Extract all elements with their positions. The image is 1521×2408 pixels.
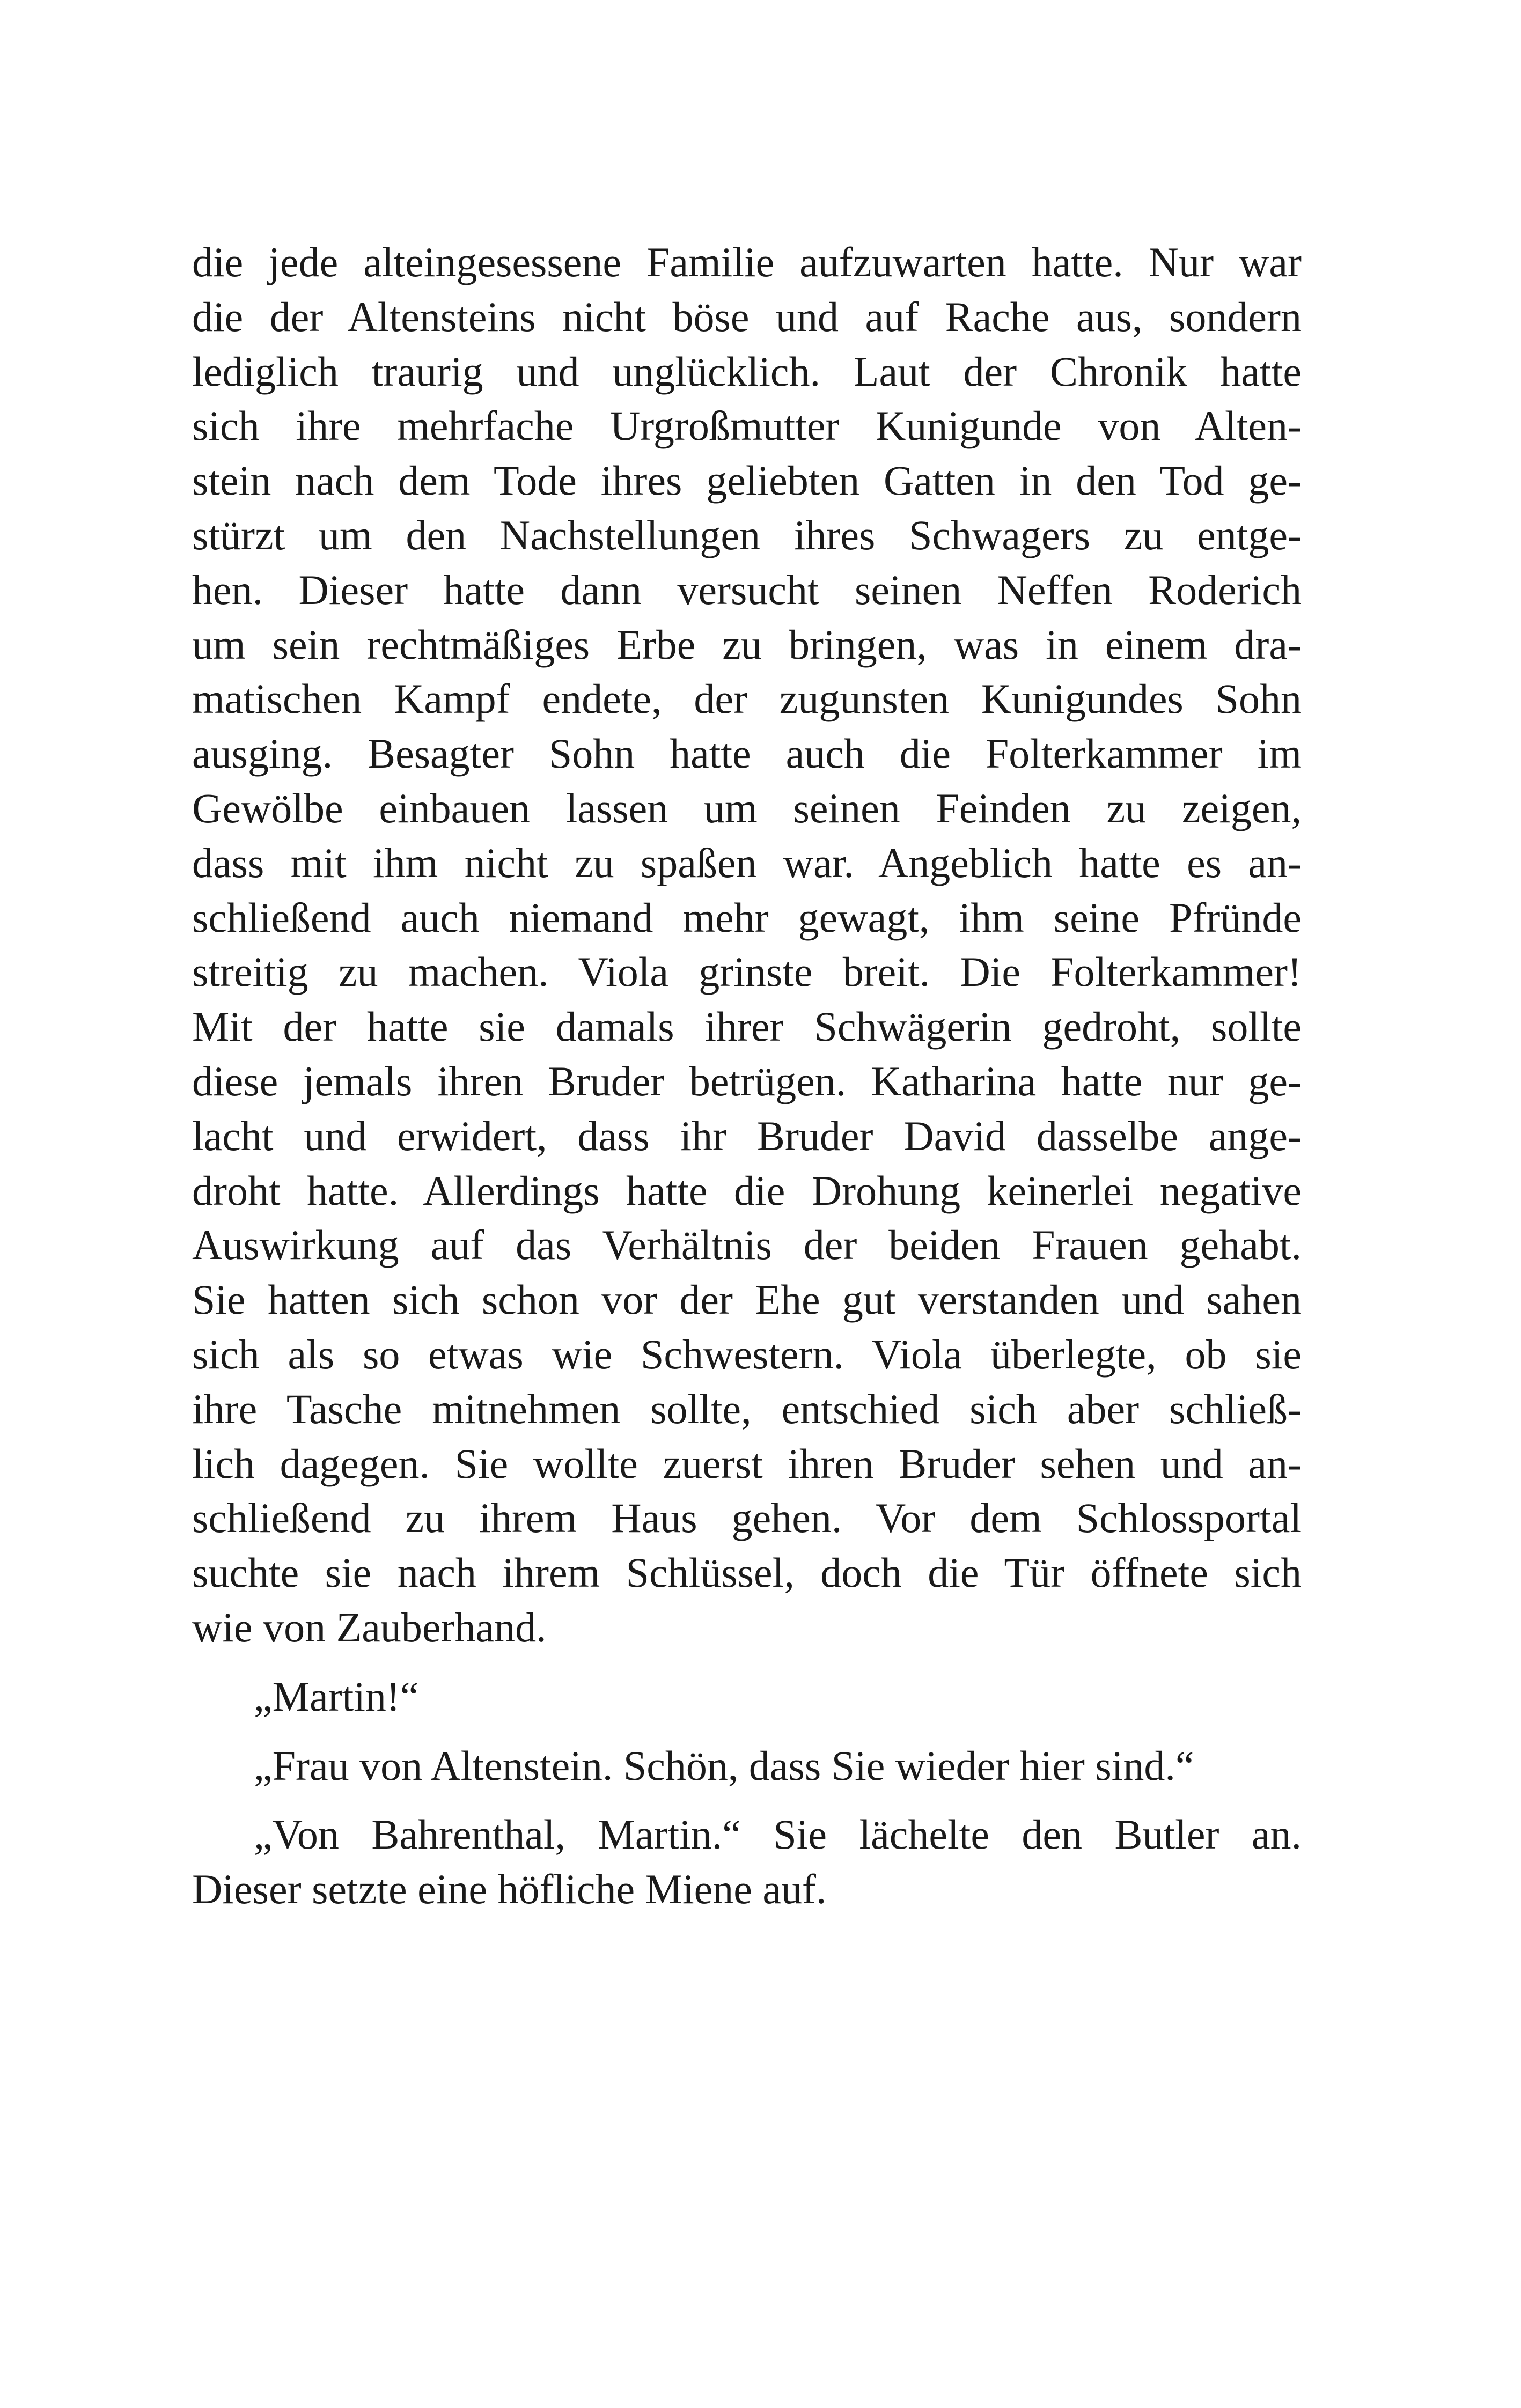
dialogue-paragraph: [192, 1807, 1302, 1917]
text-line: stein nach dem Tode ihres geliebten Gatten in den Tod ge-: [192, 457, 1302, 504]
text-line: hen. Dieser hatte dann versucht seinen Neffen Roderich: [192, 566, 1302, 613]
text-line: sich als so etwas wie Schwestern. Viola überlegte, ob sie: [192, 1330, 1302, 1378]
text-line: sich ihre mehrfache Urgroßmutter Kunigunde von Alten-: [192, 402, 1302, 450]
text-line: ausging. Besagter Sohn hatte auch die Folterkammer im: [192, 730, 1302, 777]
text-line: die jede alteingesessene Familie aufzuwarten hatte. Nur war: [192, 239, 1302, 285]
text-line: schließend auch niemand mehr gewagt, ihm seine Pfründe: [192, 894, 1302, 941]
text-line: suchte sie nach ihrem Schlüssel, doch die Tür öffnete sich: [192, 1549, 1302, 1596]
text-line: die der Altensteins nicht böse und auf Rache aus, sondern: [192, 293, 1302, 340]
narrative-paragraph: [192, 235, 1302, 1655]
text-line: lacht und erwidert, dass ihr Bruder David dasselbe ange-: [192, 1112, 1302, 1159]
text-line: lich dagegen. Sie wollte zuerst ihren Bruder sehen und an-: [192, 1440, 1302, 1487]
dialogue-paragraph: [192, 1739, 1302, 1793]
text-line: droht hatte. Allerdings hatte die Drohung keinerlei negative: [192, 1167, 1302, 1214]
text-line: um sein rechtmäßiges Erbe zu bringen, was in einem dra-: [192, 621, 1302, 668]
text-line: wie von Zauberhand.: [192, 1603, 547, 1651]
text-line: dass mit ihm nicht zu spaßen war. Angeblich hatte es an-: [192, 839, 1302, 886]
text-line: Auswirkung auf das Verhältnis der beiden Frauen gehabt.: [192, 1221, 1302, 1269]
dialogue-line: „Frau von Altenstein. Schön, dass Sie wieder hier sind.“: [254, 1742, 1194, 1789]
text-line: diese jemals ihren Bruder betrügen. Katharina hatte nur ge-: [192, 1057, 1302, 1104]
dialogue-paragraph: [192, 1669, 1302, 1724]
text-line: Gewölbe einbauen lassen um seinen Feinden zu zeigen,: [192, 784, 1302, 831]
text-line: lediglich traurig und unglücklich. Laut der Chronik hatte: [192, 348, 1302, 395]
text-line: streitig zu machen. Viola grinste breit. Die Folterkammer!: [192, 948, 1302, 996]
text-line: Sie hatten sich schon vor der Ehe gut verstanden und sahen: [192, 1276, 1302, 1323]
dialogue-line: „Martin!“: [254, 1673, 419, 1720]
text-line: matischen Kampf endete, der zugunsten Kunigundes Sohn: [192, 675, 1302, 723]
dialogue-line: „Von Bahrenthal, Martin.“ Sie lächelte den Butler an.: [254, 1811, 1302, 1858]
text-line: ihre Tasche mitnehmen sollte, entschied sich aber schließ-: [192, 1385, 1302, 1432]
book-page: [192, 235, 1302, 1917]
text-line: stürzt um den Nachstellungen ihres Schwagers zu entge-: [192, 511, 1302, 558]
text-line: Mit der hatte sie damals ihrer Schwägerin gedroht, sollte: [192, 1003, 1302, 1050]
text-line: Dieser setzte eine höfliche Miene auf.: [192, 1866, 827, 1913]
text-line: schließend zu ihrem Haus gehen. Vor dem Schlossportal: [192, 1494, 1302, 1542]
